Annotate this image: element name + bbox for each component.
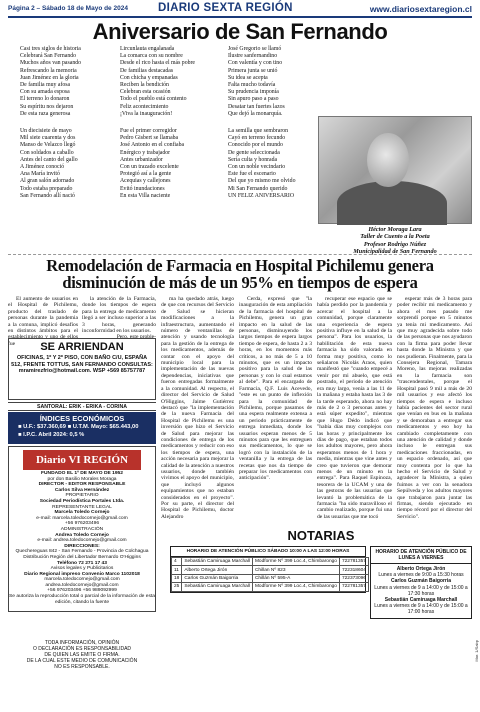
text-line: Sería culta y honrada: [228, 156, 278, 163]
text-line: Sin apuro paso a paso: [228, 96, 279, 103]
table-row: [172, 574, 369, 582]
side-note: Mar. 1/Sabp: [474, 640, 479, 662]
text-line: De gente seleccionada: [228, 149, 280, 156]
table-cell: Sebastián Camiruaga Marchall: [182, 558, 253, 566]
text-line: Con su amada esposa: [20, 89, 70, 96]
table-cell: Modforme Nº 399 Loc.4, Chimbarongo: [252, 583, 339, 591]
economic-indicators: [8, 412, 156, 444]
text-line: Desde el rico hasta el más pobre: [120, 60, 196, 67]
santoral-bar: SANTORAL: ERIK - ERIKA - CORINA: [8, 402, 156, 411]
masthead-line: ADMINISTRACIÓN: [60, 526, 104, 532]
masthead-line: Marcela Toledo Cornejo: [54, 510, 110, 516]
text-line: Que dejó la monarquía.: [228, 110, 283, 117]
text-line: DE LA CUAL ESTE MEDIO DE COMUNICACIÓN: [26, 658, 138, 664]
text-line: En esta Villa naciente: [120, 192, 171, 199]
page-date: Página 2 – Sábado 18 de Mayo de 2024: [8, 5, 128, 12]
text-line: Ana María invitó: [20, 171, 60, 178]
masthead-line: Diario Regional impreso Convenio Marco 1102018: [24, 571, 140, 577]
poem-col2-stanza2: [120, 128, 184, 200]
article-col4: Cerda, expresó que "la inauguración de esta ampliación de la farmacia del hospital de Pichilemu, genera un gran impacto en la salud de las personas, disminuyendo los largos tiempos de espera largos tiempo de espera, de hasta 2 a 3 horas, en los momentos más críticos, a no más de 5 a 10 minutos, que es un impacto positivo para la salud de las personas y con lo cual estamos al debe". Para el encargado de Farmacia, Q.F. Luis Acevedo, "este es un punto de inflexión para la comunidad de Pichilemu, porque pasamos de una espera realmente extensa a un periodo prácticamente de entrega inmediata, donde los usuarios esperan menos de 5 minutos para que les entreguen sus medicamentos, lo que se logró con la instalación de la ventanilla y la entrega de las recetas que nos da tiempo de preparar los medicamentos con anticipación".: [239, 296, 312, 482]
table-cell: Chillan Nº 823: [252, 566, 339, 574]
text-line: Protegió así a la gente: [120, 171, 172, 178]
masthead-line: e-mail: andrea.toledocornejo@gmail.com: [37, 538, 127, 544]
text-line: Juan Jiménez en la gloria: [20, 74, 79, 81]
rent-line2: 512, FRENTE TOTTUS, SAN FERNANDO CONSULTAS:: [11, 361, 153, 368]
table-cell: 25: [172, 583, 182, 591]
text-line: Su idea se acepta: [228, 74, 268, 81]
text-line: José Antonio en el confiaba: [120, 142, 185, 149]
text-line: Todo estaba preparado: [20, 185, 73, 192]
text-line: Su espíritu nos dejaron: [20, 103, 74, 110]
header-rule: [8, 16, 472, 18]
masthead-line: Distribución Región del Libertador Bernardo O'Higgins: [23, 554, 141, 560]
masthead-line: PROPIETARIO: [65, 493, 99, 499]
masthead-line: Quechereguas 842 - San Fernando - Provincia de Colchagua: [15, 549, 149, 555]
text-line: Acequias y callejones: [120, 178, 171, 185]
section-divider: [8, 254, 472, 255]
text-line: La comarca con su nombre: [120, 53, 183, 60]
text-line: Antes urbanizador: [120, 156, 163, 163]
text-line: A Jiménez conoció: [20, 164, 65, 171]
text-line: Pedro Gisbert se llamaba: [120, 135, 179, 142]
poem-col3-stanza1: [228, 46, 285, 118]
text-line: O DECLARACIÓN ES RESPONSABILIDAD: [32, 646, 132, 652]
text-line: Su prudencia imponía: [228, 89, 279, 96]
responsibility-notice: [8, 640, 156, 670]
text-line: Evitó inundaciones: [120, 185, 165, 192]
indicators-title: ÍNDICES ECONÓMICOS: [39, 414, 125, 423]
text-line: TODA INFORMACIÓN, OPINIÓN: [44, 640, 120, 646]
text-line: La semilla que sembraron: [228, 128, 289, 134]
text-line: Mi San Fernando querido: [228, 185, 288, 192]
masthead-line: REPRESENTANTE LEGAL: [52, 504, 112, 510]
poem-col3-stanza2: [228, 128, 295, 200]
text-line: Cayó en terreno fecundo: [228, 135, 286, 142]
table-cell: Alberto Ortega Jirón: [182, 566, 253, 574]
weekday-table-header: HORARIO DE ATENCIÓN PÚBLICO DE LUNES A VIERNES: [371, 547, 471, 564]
masthead-line: Se autoriza la reproducción total o parcial de la información de esta edición, citando la fuente: [9, 594, 155, 605]
text-line: Fue el primer corregidor: [120, 128, 177, 134]
masthead-line: Sociedad Periodística Portales Ltda.: [39, 498, 125, 504]
masthead-line: Avisos legales y Publicitarios: [50, 566, 114, 572]
masthead-line: +56 976203496: [64, 521, 100, 527]
saturday-table-header: HORARIO DE ATENCIÓN PÚBLICO SÁBADO 10:00 A LAS 12:00 HORAS: [171, 547, 365, 557]
table-row: [172, 558, 369, 566]
article-col2-text: la atención de la Farmacia, donde los tiempos de espera para la entrega de medicamento llegó a ser incluso superior a las 3 horas, generando inconformidad en los usuarios.: [82, 296, 156, 335]
photo-shoulders: [337, 181, 447, 225]
text-line: Conocido por el mundo: [228, 142, 283, 149]
article-col2-continue: Pero, este proble-: [116, 334, 156, 341]
article-col5: recuperar ese espacio que se había perdido por la pandemia y acercar el hospital a la comunidad, porque claramente una experiencia de espera positiva influye en la salud de la persona". Para los usuarios, la habilitación de esta nueva farmacia ha sido valorada en forma muy positiva, como lo señalaron Nicolás Araos, quien manifestó que "cuando empecé a venir por mi abuelo, que está postrado, el periodo de atención era muy largo, venía a las 11 de la mañana y estaba hasta las 3 de la tarde esperando, ahora no hay más de 2 o 3 personas antes y está súper expedito", mientras que Hugo Dédo indicó que "había días muy complejos con las horas y principalmente los días de pago, que estaban todos los adultos mayores, pero ahora esperamos menos de 1 hora y media, mientras que vine antes y creo que tuvieron que demorar menos de un minuto en la entrega". Para Raquel Espinoza, tesorera de la UCAM y una de las gestoras de las usuarias que levantó la problemática de la farmacia "ha sido maravilloso el cambio realizado, porque fui una de las usuarias que me tocó: [317, 296, 392, 520]
text-line: San Fernando allí nació: [20, 192, 75, 199]
poem-title: Aniversario de San Fernando: [92, 19, 388, 44]
masthead-line: Andrea Toledo Cornejo: [55, 532, 109, 538]
text-line: Con un trazado excelente: [120, 164, 179, 171]
author-photo: [318, 116, 472, 224]
rent-ad: [8, 338, 156, 400]
masthead: [8, 446, 156, 612]
table-cell: 722318604: [339, 566, 368, 574]
text-line: Un diecisiete de mayo: [20, 128, 72, 134]
article-col3: ma ha quedado atrás, luego de que con recursos del Servicio de Salud se hicieran modificaciones a la infraestructura, aumentando el número de ventanillas de atención y usando tecnología para la gestión de la entrega de los medicamentos, además de contar con el apoyo del municipio local para la implementación de las nuevas dependencias, iniciativas que fueron entregadas formalmente a la comunidad. Al respecto, el director del Servicio de Salud O'Higgins, Jaime Gutiérrez destacó que "la implementación de la nueva Farmacia del Hospital de Pichilemu es una inversión que hizo el Servicio de Salud para mejorar las condiciones de entrega de los medicamentos y reducir con eso los tiempos de espera, una acción necesaria para mejorar la calidad de la atención a nuestros usuarios, donde también vivimos el apoyo del municipio, que incluyó algunos equipamientos que no estaban considerados en el proyecto". Por su parte, el director del Hospital de Pichilemu, doctor Alejandro: [161, 296, 234, 520]
table-cell: Sebastián Camiruaga Marchall: [182, 583, 253, 591]
table-cell: Carlos Guzmán Baigorria: [182, 574, 253, 582]
text-line: Primera junta se unió: [228, 67, 278, 74]
weekday-line: Sebastián Camiruaga Marchall: [384, 597, 458, 604]
text-line: Falta mucho todavía: [228, 82, 276, 89]
text-line: Municipalidad de San Fernando: [353, 247, 437, 255]
table-cell: 722781357: [339, 558, 368, 566]
text-line: Al gran salón adornado: [20, 178, 75, 185]
text-line: Celebrará San Fernando: [20, 53, 77, 60]
text-line: El terreno lo donaron: [20, 96, 70, 103]
text-line: Taller de Cuento a la Poeta: [360, 233, 430, 241]
table-cell: Chillán Nº 595-A: [252, 574, 339, 582]
table-cell: 18: [172, 574, 182, 582]
text-line: Héctor Moraga Lara: [368, 226, 422, 233]
text-line: De familias destacadas: [120, 67, 174, 74]
masthead-logo: Diario VI REGIÓN: [23, 450, 141, 470]
table-cell: 4: [172, 558, 182, 566]
rent-title: SE ARRIENDAN: [40, 341, 124, 353]
masthead-line: marcela.toledocornejo@gmail.com andrea.toledocornejo@gmail.com: [44, 577, 120, 588]
text-line: Refrescando la memoria: [20, 67, 77, 74]
weekday-line: Lunes a viernes de 9:00 a 15:30 horas: [378, 572, 464, 579]
text-line: Casi tres siglos de historia: [20, 46, 81, 52]
masthead-line: Carlos Silva Hernández: [54, 487, 110, 493]
paper-name: DIARIO SEXTA REGIÓN: [158, 2, 293, 14]
notarias-title: NOTARIAS: [287, 528, 355, 543]
text-line: José Gregorio se llamó: [228, 46, 282, 52]
text-line: Celebran esta ocasión: [120, 89, 171, 96]
weekday-line: Carlos Guzmán Baigorria: [390, 578, 451, 585]
text-line: UN FELIZ ANIVERSARIO: [228, 192, 295, 199]
text-line: Este fue el escenario: [228, 171, 276, 178]
text-line: DE QUIEN LAS EMITE O FIRMA.: [44, 652, 120, 658]
masthead-line: FUNDADO EL 1º DE MAYO DE 1952: [41, 471, 123, 476]
text-line: ¡Viva la inauguración!: [120, 110, 173, 117]
text-line: Profesor Rodrigo Núñez: [363, 240, 427, 248]
masthead-line: DIRECCIONES:: [64, 543, 100, 549]
text-line: Reciben la bendición: [120, 82, 169, 89]
text-line: Ilustre sanfernandino: [228, 53, 278, 60]
text-line: Con soldados a caballo: [20, 149, 74, 156]
notarias-saturday-table: [170, 546, 366, 593]
rent-line3: mramirezfrio@hotmail.com. WSP +569 85757787: [18, 368, 146, 374]
text-line: Desatar tan fuertes lazos: [228, 103, 285, 110]
masthead-lines: [9, 471, 155, 605]
weekday-line: Lunes a viernes de 9 a 14:00 y de 15:00 a 17:00 horas: [374, 603, 468, 616]
masthead-line: +56 976203496 +56 989092999: [47, 588, 117, 594]
article-col1: El aumento de usuarios en el Hospital de Pichilemu, producto del traslado de personas durante la pandemia a la comuna, implicó desafíos en distintos ámbitos para el establecimiento y uno de ellos fue: [8, 296, 78, 347]
text-line: De esta raza generosa: [20, 110, 71, 117]
table-cell: Modforme Nº 399 Loc.4, Chimbarongo: [252, 558, 339, 566]
article-col2: [82, 296, 156, 341]
table-cell: 722373096: [339, 574, 368, 582]
text-line: Lircunlauta engalanada: [120, 46, 175, 52]
table-row: [172, 566, 369, 574]
text-line: Feliz acontecimiento: [120, 103, 169, 110]
text-line: Con valentía y con tino: [228, 60, 283, 67]
table-cell: 11: [172, 566, 182, 574]
masthead-line: DIRECTOR - EDITOR RESPONSABLE: [38, 482, 126, 488]
text-line: NO ES RESPONSABLE.: [54, 664, 110, 670]
text-line: Manso de Velazco llegó: [20, 142, 76, 149]
masthead-line: e-mail: marcela.toledocornejo@gmail.com: [36, 515, 128, 521]
saturday-table-grid: [171, 557, 369, 592]
masthead-line: Teléfono 72 271 17 43: [57, 560, 107, 566]
text-line: Mil siete cuarenta y dos: [20, 135, 76, 142]
indicators-row2: ■ I.P.C. Abril 2024: 0,5 %: [18, 432, 85, 438]
poem-col1-stanza1: [20, 46, 81, 118]
article-headline: Remodelación de Farmacia en Hospital Pichilemu genera disminución de más de un 95% en tiempos de espera: [46, 256, 434, 292]
text-line: Con un noble vecindario: [228, 164, 286, 171]
poem-col1-stanza2: [20, 128, 78, 200]
text-line: Del que yo mismo me olvido: [228, 178, 296, 185]
photo-face: [367, 133, 409, 187]
weekday-lines: [371, 564, 471, 618]
weekday-line: Alberto Ortega Jirón: [396, 566, 446, 572]
indicators-row1: ■ U.F.: $37.360,69 ■ U.T.M. Mayo: $65.443,00: [18, 424, 139, 430]
text-line: Enérgico y trabajador: [120, 149, 171, 156]
photo-caption: [318, 226, 472, 255]
masthead-line: por don Basilio Morales Moraga: [47, 476, 117, 482]
weekday-line: Lunes a viernes de 9 a 14:00 y de 15:00 a 17:30 horas: [374, 584, 468, 597]
notarias-weekday-table: [370, 546, 472, 619]
text-line: Antes del canto del gallo: [20, 156, 78, 163]
table-row: [172, 583, 369, 591]
poem-col2-stanza1: [120, 46, 195, 118]
article-col6: esperar más de 3 horas para poder recibir mi medicamento y ahora el mes pasado me sorprendí porque en 5 minutos ya tenía mi medicamento. Así que muy agradecida sobre todo de las personas que nos ayudaron con la firma para poder llevar hasta donde la Ministra y que nos pudieran. Finalmente, para la Consejera Regional, Tamara Moreno, las mejoras realizadas en la farmacia son "trascendentales, porque el Hospital pasó 9 mil a más de 20 mil usuarios y eso afectó los tiempos de espera e incluso había pacientes del sector rural que venían en bus en la mañana y se demoraban a entregar sus medicamentos y eso hoy ha cambiado completamente con una atención de calidad y donde incluso le entregan sus medicaciones fraccionadas, en un espacio ordenado, así que muy contenta por lo que ha hecho el Servicio de Salud y agradecer la Ministra, a quien fuimos a ver con la senadora Sepúlveda y los adultos mayores que trabajaron para juntar las firmas, siendo ejecutado en tiempo récord por el director del Servicio".: [397, 296, 472, 520]
rent-line1: OFICINAS, 1º Y 2º PISO, CON BAÑO C/U, ESPAÑA: [16, 355, 148, 361]
text-line: Muchos años van pasando: [20, 60, 82, 67]
table-cell: 722781357: [339, 583, 368, 591]
text-line: Todo el pueblo está contento: [120, 96, 187, 103]
text-line: De familia muy afosa: [20, 82, 71, 89]
text-line: Con chicha y empanadas: [120, 74, 178, 81]
website[interactable]: www.diariosextaregion.cl: [369, 4, 472, 14]
